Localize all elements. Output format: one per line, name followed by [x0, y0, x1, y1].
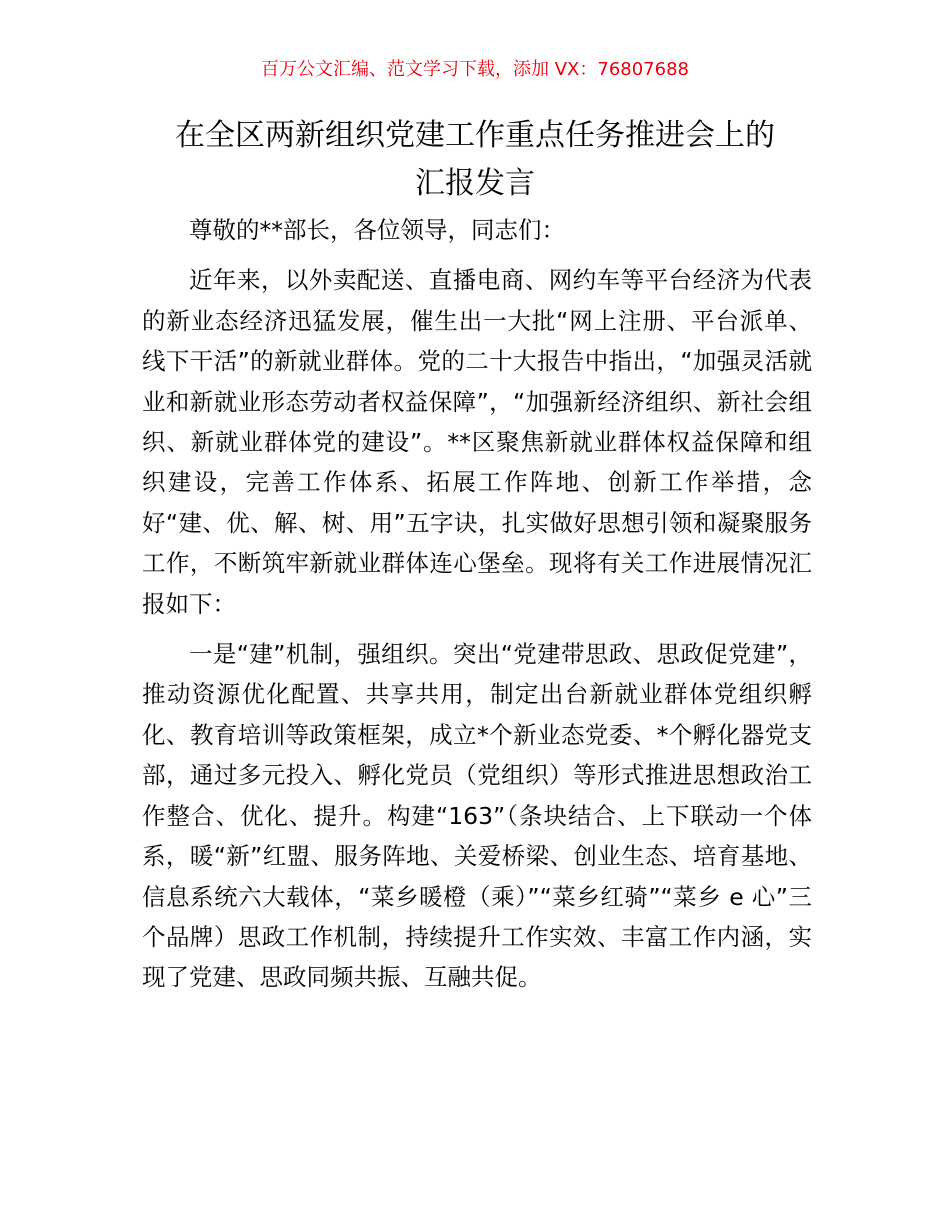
salutation: 尊敬的**部长，各位领导，同志们：: [189, 216, 565, 244]
paragraph-intro: 近年来，以外卖配送、直播电商、网约车等平台经济为代表的新业态经济迅猛发展，催生出一大批“网上注册、平台派单、线下干活”的新就业群体。党的二十大报告中指出，“加强灵活就业和新就业形态劳动者权益保障”，“加强新经济组织、新社会组织、新就业群体党的建设”。**区聚焦新就业群体权益保障和组织建设，完善工作体系、拓展工作阵地、创新工作举措，念好“建、优、解、树、用”五字诀，扎实做好思想引领和凝聚服务工作，不断筑牢新就业群体连心堡垒。现将有关工作进展情况汇报如下：: [142, 266, 812, 618]
title-line-2: 汇报发言: [415, 166, 535, 201]
title-line-1: 在全区两新组织党建工作重点任务推进会上的: [175, 118, 775, 153]
document-body: [142, 210, 812, 998]
document-title: [100, 112, 850, 208]
watermark-banner: 百万公文汇编、范文学习下载，添加 VX：76807688: [261, 59, 689, 80]
paragraph-build-mechanism: 一是“建”机制，强组织。突出“党建带思政、思政促党建”，推动资源优化配置、共享共用，制定出台新就业群体党组织孵化、教育培训等政策框架，成立*个新业态党委、*个孵化器党支部，通过多元投入、孵化党员（党组织）等形式推进思想政治工作整合、优化、提升。构建“163”（条块结合、上下联动一个体系，暖“新”红盟、服务阵地、关爱桥梁、创业生态、培育基地、信息系统六大载体，“菜乡暖橙（乘）”“菜乡红骑”“菜乡 e 心”三个品牌）思政工作机制，持续提升工作实效、丰富工作内涵，实现了党建、思政同频共振、互融共促。: [142, 640, 812, 992]
